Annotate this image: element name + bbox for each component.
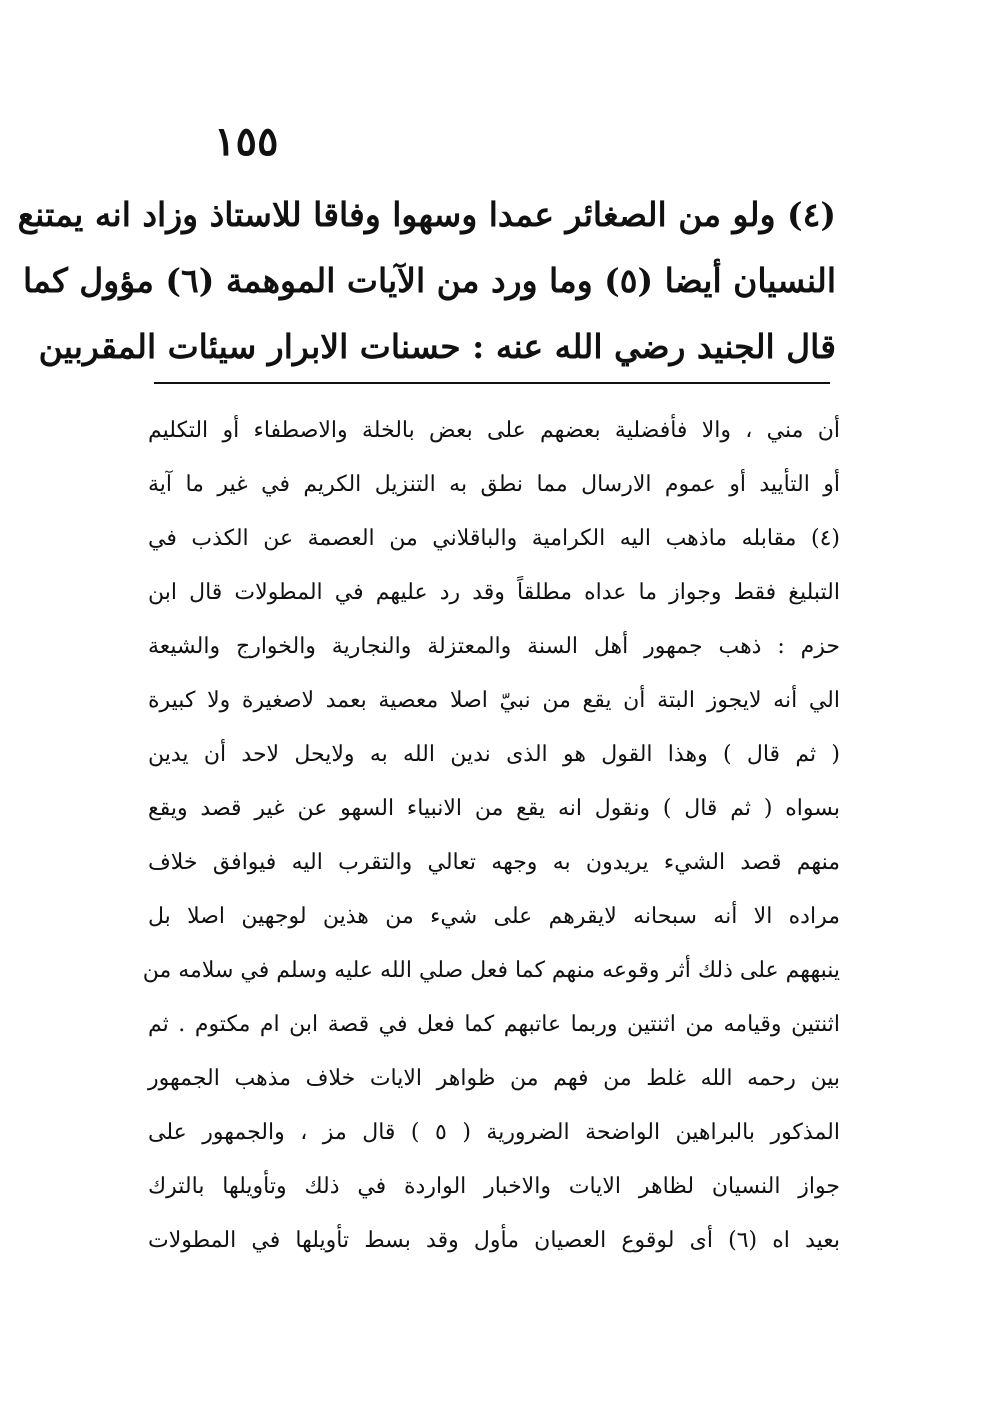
- footnote-divider: [154, 382, 830, 384]
- page-number: ١٥٥: [214, 118, 279, 165]
- main-text: [17, 182, 836, 380]
- footnote-line: بسواه ( ثم قال ) ونقول انه يقع من الانبياء السهو عن غير قصد ويقع: [148, 796, 840, 821]
- main-text-line: قال الجنيد رضي الله عنه : حسنات الابرار سيئات المقربين: [38, 327, 836, 366]
- footnote-line: بين رحمه الله غلط من فهم من ظواهر الايات خلاف مذهب الجمهور: [148, 1066, 840, 1091]
- footnote-line: ينبههم على ذلك أثر وقوعه منهم كما فعل صلي الله عليه وسلم في سلامه من: [142, 958, 840, 983]
- footnote-line: جواز النسيان لظاهر الايات والاخبار الواردة في ذلك وتأويلها بالترك: [148, 1174, 840, 1199]
- footnote-line: مراده الا أنه سبحانه لايقرهم على شيء من هذين لوجهين اصلا بل: [148, 904, 840, 929]
- footnote-line: منهم قصد الشيء يريدون به وجهه تعالي والتقرب اليه فيوافق خلاف: [148, 850, 840, 875]
- footnotes: [142, 404, 840, 1268]
- footnote-line: ( ثم قال ) وهذا القول هو الذى ندين الله به ولايحل لاحد أن يدين: [148, 742, 840, 767]
- footnote-line: حزم : ذهب جمهور أهل السنة والمعتزلة والنجارية والخوارج والشيعة: [148, 634, 840, 659]
- footnote-line: أن مني ، والا فأفضلية بعضهم على بعض بالخلة والاصطفاء أو التكليم: [148, 418, 840, 443]
- main-text-line: النسيان أيضا (٥) وما ورد من الآيات الموهمة (٦) مؤول كما: [22, 261, 836, 300]
- footnote-line: اثنتين وقيامه من اثنتين وربما عاتبهم كما فعل في قصة ابن ام مكتوم . ثم: [148, 1012, 840, 1037]
- footnote-line: بعيد اه (٦) أى لوقوع العصيان مأول وقد بسط تأويلها في المطولات: [148, 1228, 840, 1253]
- footnote-line: (٤) مقابله ماذهب اليه الكرامية والباقلاني من العصمة عن الكذب في: [148, 526, 840, 551]
- footnote-line: الي أنه لايجوز البتة أن يقع من نبيّ اصلا معصية بعمد لاصغيرة ولا كبيرة: [148, 688, 840, 713]
- footnote-line: التبليغ فقط وجواز ما عداه مطلقاً وقد رد عليهم في المطولات قال ابن: [148, 580, 840, 605]
- footnote-line: المذكور بالبراهين الواضحة الضرورية ( ٥ ) قال مز ، والجمهور على: [148, 1120, 840, 1145]
- main-text-line: (٤) ولو من الصغائر عمدا وسهوا وفاقا للاستاذ وزاد انه يمتنع: [17, 195, 836, 234]
- footnote-line: أو التأييد أو عموم الارسال مما نطق به التنزيل الكريم في غير ما آية: [148, 472, 840, 497]
